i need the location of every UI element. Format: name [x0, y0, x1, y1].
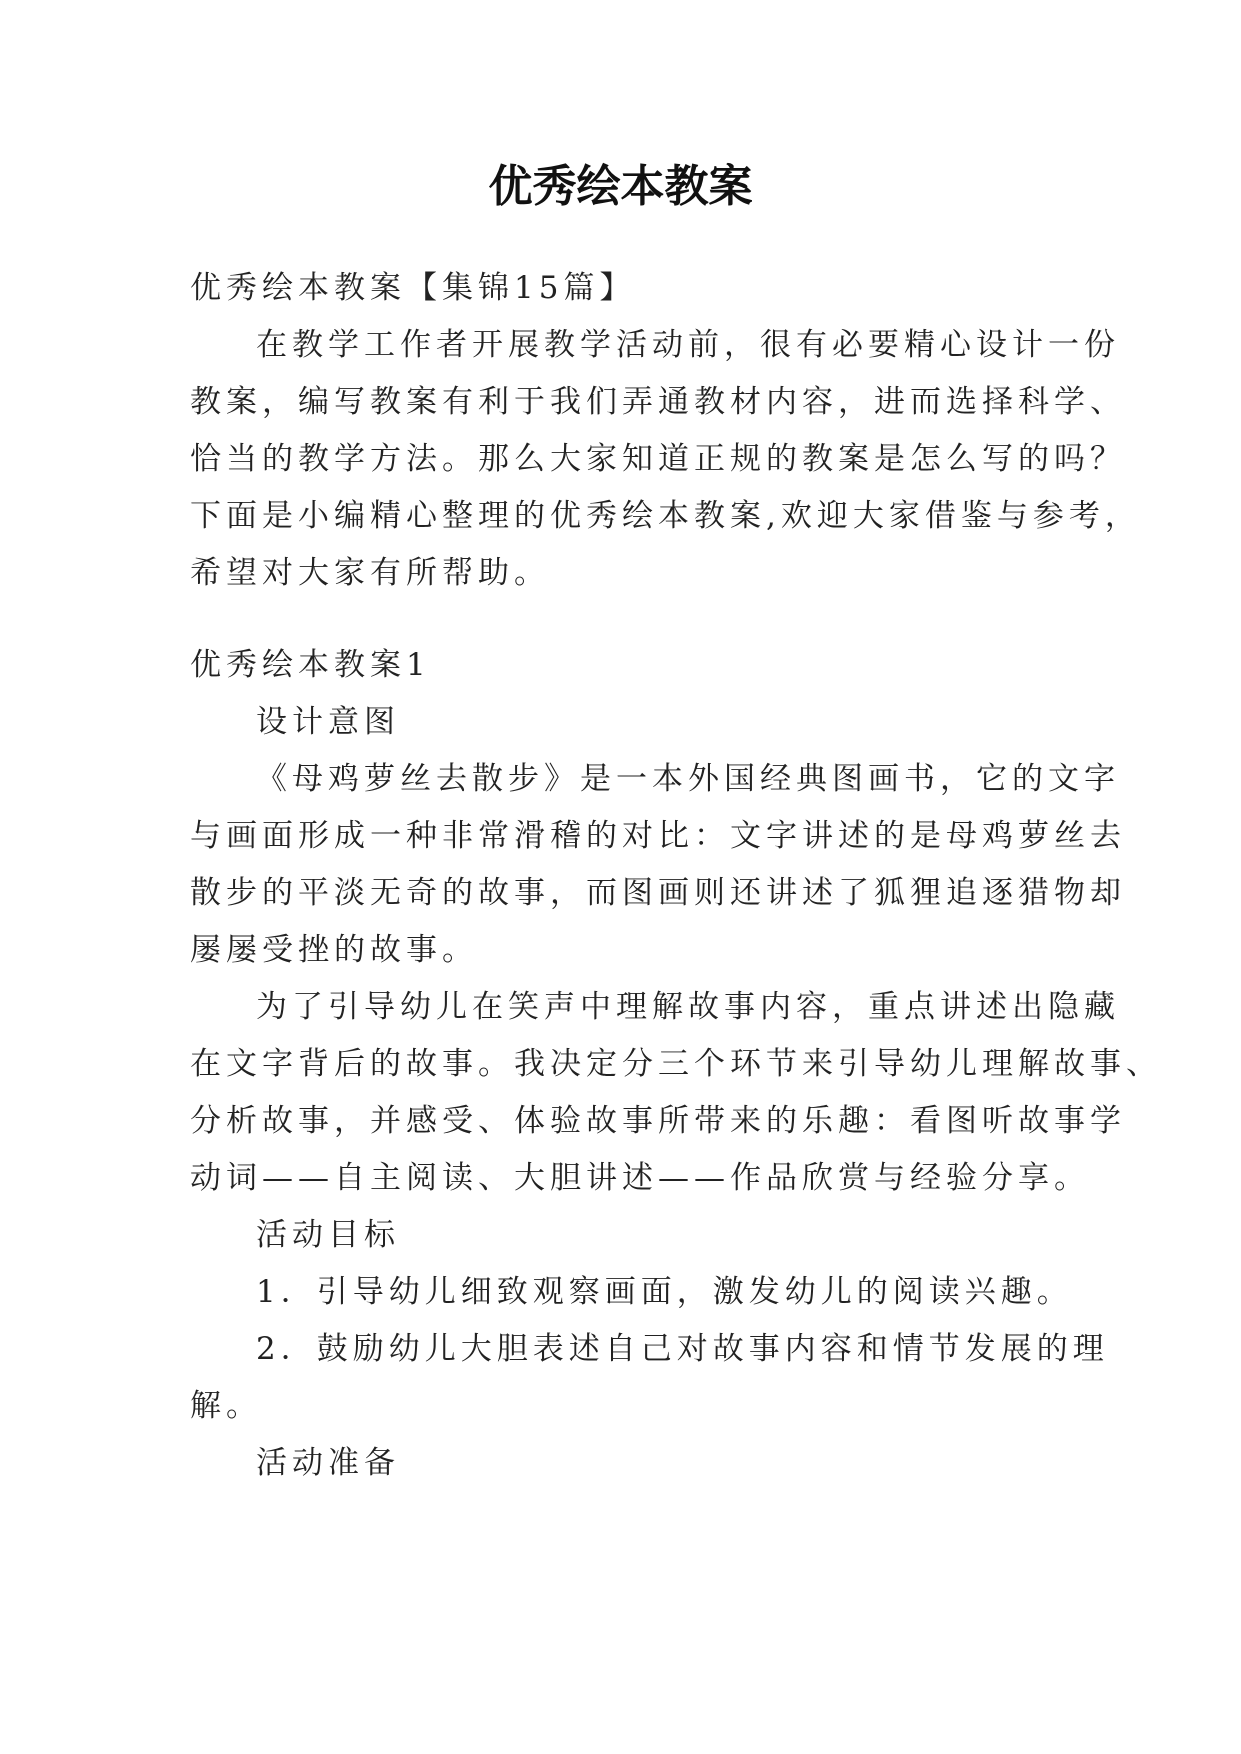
- body-line: 在文字背后的故事。我决定分三个环节来引导幼儿理解故事、: [190, 1046, 1162, 1082]
- document-title: 优秀绘本教案: [488, 161, 753, 212]
- collection-subtitle: 优秀绘本教案【集锦15篇】: [190, 270, 636, 306]
- body-line: 分析故事，并感受、体验故事所带来的乐趣：看图听故事学: [190, 1103, 1126, 1139]
- body-line: 《母鸡萝丝去散步》是一本外国经典图画书，它的文字: [256, 761, 1120, 797]
- body-line: 屡屡受挫的故事。: [190, 932, 478, 968]
- body-line: 动词——自主阅读、大胆讲述——作品欣赏与经验分享。: [190, 1160, 1090, 1196]
- section-heading-1: 优秀绘本教案1: [190, 647, 431, 683]
- goal-item-1: 1．引导幼儿细致观察画面，激发幼儿的阅读兴趣。: [256, 1274, 1073, 1310]
- subheading-activity-preparation: 活动准备: [256, 1445, 400, 1481]
- intro-line: 希望对大家有所帮助。: [190, 555, 550, 591]
- subheading-design-intent: 设计意图: [256, 704, 400, 740]
- intro-line: 教案，编写教案有利于我们弄通教材内容，进而选择科学、: [190, 384, 1126, 420]
- goal-item-2: 2．鼓励幼儿大胆表述自己对故事内容和情节发展的理: [256, 1331, 1109, 1367]
- goal-item-2-continued: 解。: [190, 1388, 262, 1424]
- intro-line: 下面是小编精心整理的优秀绘本教案,欢迎大家借鉴与参考，: [190, 498, 1141, 534]
- body-line: 与画面形成一种非常滑稽的对比：文字讲述的是母鸡萝丝去: [190, 818, 1126, 854]
- subheading-activity-goals: 活动目标: [256, 1217, 400, 1253]
- intro-line: 恰当的教学方法。那么大家知道正规的教案是怎么写的吗？: [190, 441, 1126, 477]
- body-line: 散步的平淡无奇的故事，而图画则还讲述了狐狸追逐猎物却: [190, 875, 1126, 911]
- intro-line: 在教学工作者开展教学活动前，很有必要精心设计一份: [256, 327, 1120, 363]
- body-line: 为了引导幼儿在笑声中理解故事内容，重点讲述出隐藏: [256, 989, 1120, 1025]
